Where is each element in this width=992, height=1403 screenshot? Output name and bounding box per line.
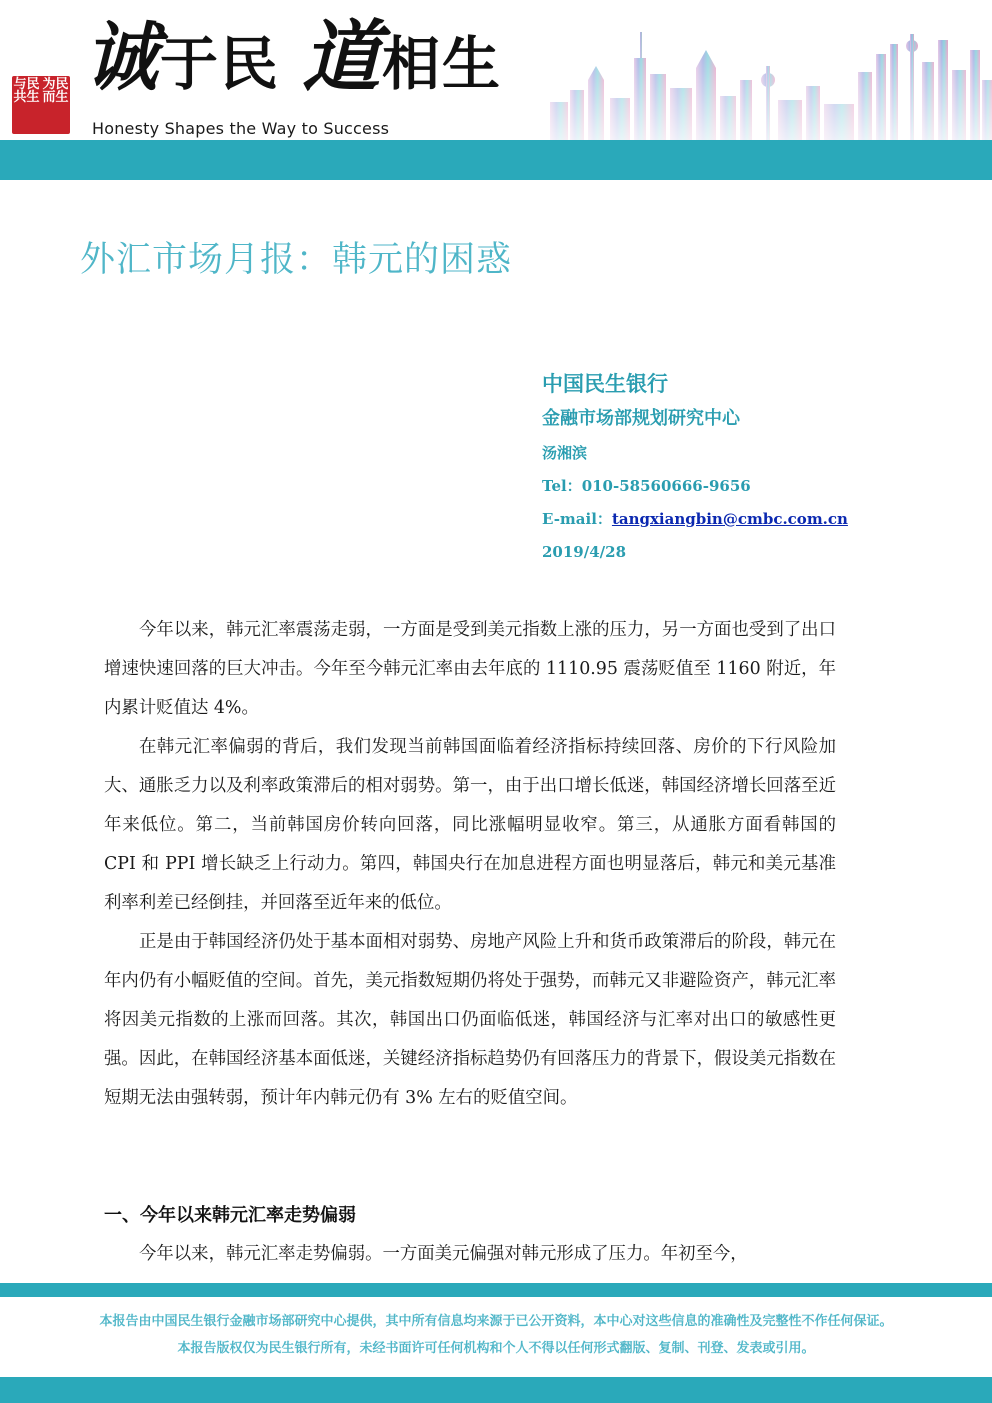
slogan-calligraphy bbox=[84, 10, 502, 106]
city-skyline-illustration bbox=[540, 10, 992, 142]
bank-logo-badge bbox=[12, 76, 70, 134]
paragraph-3: 正是由于韩国经济仍处于基本面相对弱势、房地产风险上升和货币政策滞后的阶段，韩元在年内仍有小幅贬值的空间。首先，美元指数短期仍将处于强势，而韩元又非避险资产，韩元汇率将因美元指数的上涨而回落。其次，韩国出口仍面临低迷，韩国经济与汇率对出口的敏感性更强。因此，在韩国经济基本面低迷，关键经济指标趋势仍有回落压力的背景下，假设美元指数在短期无法由强转弱，预计年内韩元仍有 3% 左右的贬值空间。 bbox=[104, 932, 836, 1108]
header-banner bbox=[0, 0, 992, 180]
slogan-char-2: 于民 bbox=[160, 30, 281, 98]
author-email bbox=[542, 503, 972, 536]
logo-text-2: 为民 而生 bbox=[42, 76, 69, 105]
summary-body bbox=[104, 611, 836, 1118]
footer-teal-bar-top bbox=[0, 1283, 992, 1297]
logo-text-1: 与民 共生 bbox=[13, 76, 40, 105]
author-tel bbox=[542, 470, 972, 503]
email-link[interactable]: tangxiangbin@cmbc.com.cn bbox=[611, 510, 848, 528]
paragraph-2: 在韩元汇率偏弱的背后，我们发现当前韩国面临着经济指标持续回落、房价的下行风险加大、通胀乏力以及利率政策滞后的相对弱势。第一，由于出口增长低迷，韩国经济增长回落至近年来低位。第二，当前韩国房价转向回落，同比涨幅明显收窄。第三，从通胀方面看韩国的 CPI 和 PPI 增长缺乏上行动力。第四，韩国央行在加息进程方面也明显落后，韩元和美元基准利率利差已经倒挂，并回落至近年来的低位。 bbox=[104, 737, 836, 913]
paragraph-1: 今年以来，韩元汇率震荡走弱，一方面是受到美元指数上涨的压力，另一方面也受到了出口增速快速回落的巨大冲击。今年至今韩元汇率由去年底的 1110.95 震荡贬值至 1160 附近，年内累计贬值达 4%。 bbox=[104, 620, 836, 718]
author-organization: 中国民生银行 bbox=[542, 372, 668, 396]
section-1-paragraph: 今年以来，韩元汇率走势偏弱。一方面美元偏强对韩元形成了压力。年初至今， bbox=[139, 1244, 748, 1264]
disclaimer-line-1: 本报告由中国民生银行金融市场部研究中心提供，其中所有信息均来源于已公开资料，本中心对这些信息的准确性及完整性不作任何保证。 bbox=[99, 1314, 893, 1329]
email-label: E-mail： bbox=[542, 510, 612, 528]
header-teal-bar bbox=[0, 140, 992, 180]
report-title: 外汇市场月报：韩元的困惑 bbox=[80, 240, 513, 280]
slogan-char-1: 诚 bbox=[84, 15, 160, 101]
slogan-english: Honesty Shapes the Way to Success bbox=[92, 119, 390, 138]
tel-label: Tel： bbox=[542, 477, 582, 495]
report-date: 2019/4/28 bbox=[542, 543, 627, 561]
author-block bbox=[542, 366, 972, 569]
slogan-char-4: 相生 bbox=[382, 30, 503, 98]
disclaimer bbox=[0, 1308, 992, 1362]
author-department: 金融市场部规划研究中心 bbox=[542, 408, 740, 429]
section-heading-1: 一、今年以来韩元汇率走势偏弱 bbox=[104, 1205, 356, 1226]
tel-number: 010-58560666-9656 bbox=[581, 477, 751, 495]
author-name: 汤湘滨 bbox=[542, 444, 588, 462]
footer-teal-bar-bottom bbox=[0, 1377, 992, 1403]
slogan-char-3: 道 bbox=[302, 12, 383, 103]
disclaimer-line-2: 本报告版权仅为民生银行所有，未经书面许可任何机构和个人不得以任何形式翻版、复制、刊登、发表或引用。 bbox=[177, 1341, 815, 1356]
